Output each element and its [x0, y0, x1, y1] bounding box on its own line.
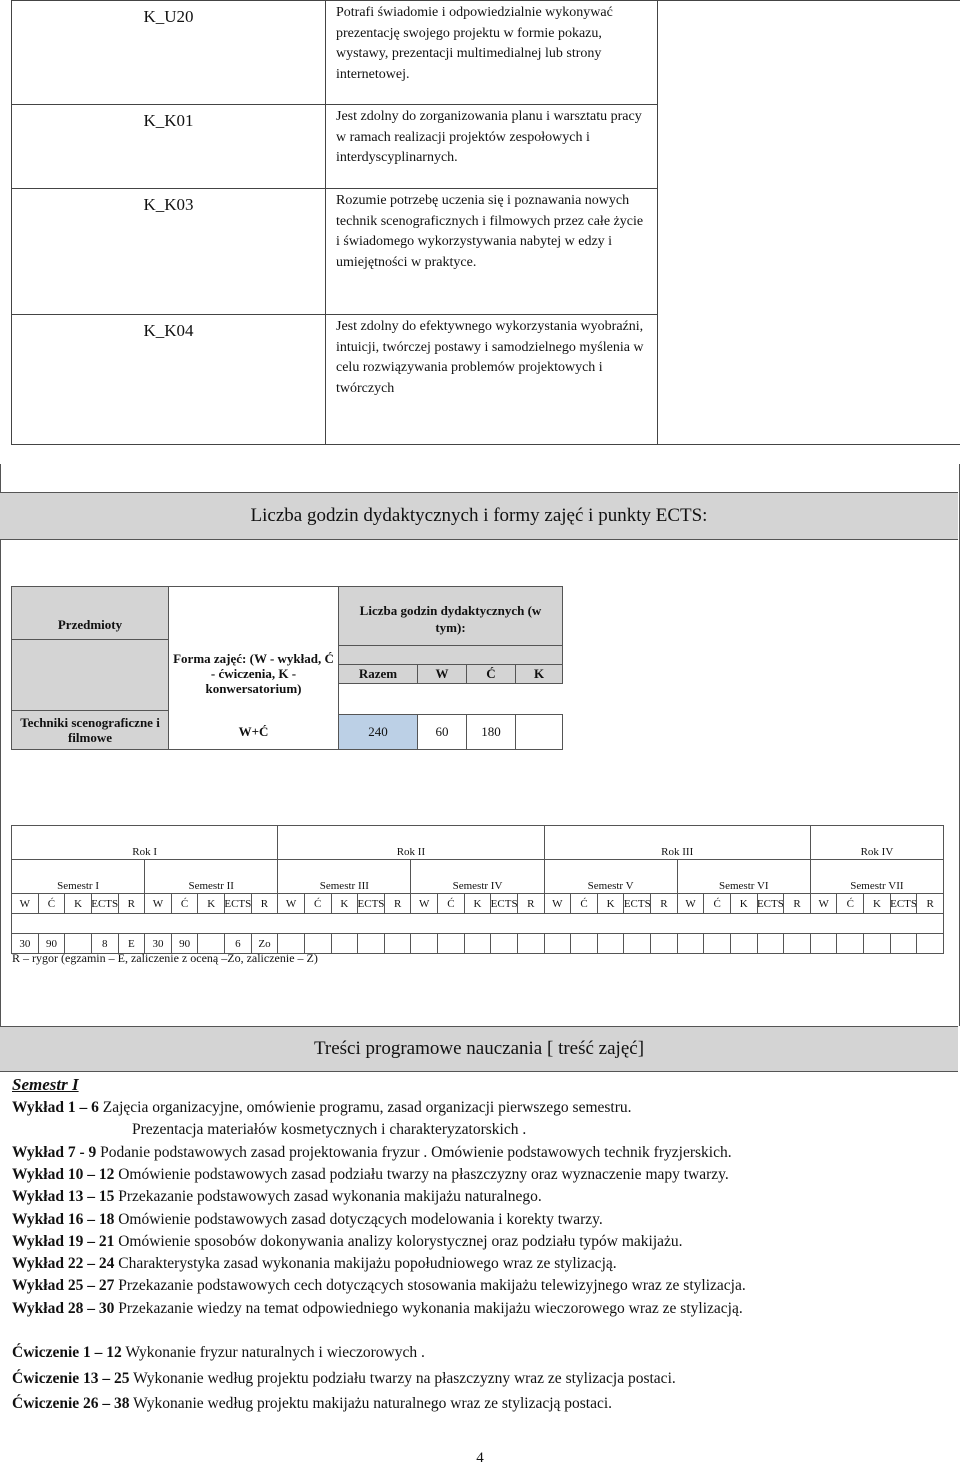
hours-header: Liczba godzin dydaktycznych (w tym): — [338, 586, 563, 646]
subcol-header: W — [410, 893, 438, 914]
exercise-text: Wykonanie według projektu podziału twarzy na płaszczyzny wraz ze stylizacja postaci. — [129, 1369, 676, 1387]
grid-value-cell — [437, 933, 465, 954]
col-k: K — [515, 664, 563, 684]
outcome-description: Jest zdolny do efektywnego wykorzystania wyobraźni, intuicji, twórczej postawy i samodzielnego myślenia w celu rozwiązywania problemów projektowych i twórczych — [326, 315, 658, 445]
lecture-label: Wykład 7 - 9 — [12, 1143, 97, 1161]
subcol-header: R — [783, 893, 811, 914]
grid-value-cell — [783, 933, 811, 954]
lecture-line — [12, 1211, 603, 1229]
grid-value-cell — [703, 933, 731, 954]
lecture-line — [12, 1300, 743, 1318]
subcol-header: W — [144, 893, 172, 914]
semester-header: Semestr V — [544, 859, 678, 894]
lecture-line — [12, 1233, 683, 1251]
semester-header: Semestr IV — [410, 859, 544, 894]
subcol-header: Ć — [570, 893, 598, 914]
grid-value-cell — [331, 933, 359, 954]
grid-value-cell — [384, 933, 412, 954]
subcol-header: Ć — [38, 893, 66, 914]
grid-value-cell — [597, 933, 625, 954]
grid-gap-row — [11, 913, 944, 934]
semester-title: Semestr I — [12, 1075, 79, 1094]
exercise-label: Ćwiczenie 13 – 25 — [12, 1369, 130, 1387]
value-k — [515, 714, 563, 750]
page-number: 4 — [476, 1450, 484, 1466]
lecture-text: Podanie podstawowych zasad projektowania fryzur . Omówienie podstawowych technik fryzjerskich. — [96, 1143, 732, 1161]
outcome-empty-cell — [658, 1, 960, 445]
lecture-text: Przekazanie podstawowych zasad wykonania makijażu naturalnego. — [114, 1188, 542, 1206]
grid-value-cell: 30 — [11, 933, 39, 954]
lecture-label: Wykład 22 – 24 — [12, 1255, 115, 1273]
subcol-header: Ć — [836, 893, 864, 914]
grid-value-cell: E — [118, 933, 146, 954]
grid-value-cell: 30 — [144, 933, 172, 954]
grid-value-cell — [570, 933, 598, 954]
lecture-line — [12, 1099, 632, 1117]
subcol-header: Ć — [437, 893, 465, 914]
value-c: 180 — [466, 714, 516, 750]
lecture-label: Wykład 28 – 30 — [12, 1299, 115, 1317]
grid-value-cell — [730, 933, 758, 954]
subcol-header: ECTS — [357, 893, 385, 914]
hours-heading: Liczba godzin dydaktycznych i formy zajęć i punkty ECTS: — [0, 492, 958, 540]
lecture-line — [12, 1188, 542, 1206]
lecture-label: Wykład 13 – 15 — [12, 1188, 115, 1206]
lecture-label: Wykład 25 – 27 — [12, 1277, 115, 1295]
lecture-text: Zajęcia organizacyjne, omówienie programu, zasad organizacji pierwszego semestru. — [98, 1099, 632, 1116]
grid-value-cell: 6 — [224, 933, 252, 954]
grid-value-cell — [544, 933, 572, 954]
subcol-header: ECTS — [890, 893, 918, 914]
grid-value-cell — [863, 933, 891, 954]
lecture-label: Wykład 19 – 21 — [12, 1232, 115, 1250]
subcol-header: Ć — [171, 893, 199, 914]
lecture-line — [12, 1166, 729, 1184]
grid-value-cell: 90 — [171, 933, 199, 954]
exercise-text: Wykonanie według projektu makijażu naturalnego wraz ze stylizacją postaci. — [129, 1395, 613, 1412]
subcol-header: K — [197, 893, 225, 914]
semester-header: Semestr III — [277, 859, 411, 894]
subcol-header: W — [677, 893, 705, 914]
grid-value-cell — [677, 933, 705, 954]
subcol-header: K — [597, 893, 625, 914]
subcol-header: K — [863, 893, 891, 914]
subcol-header: ECTS — [224, 893, 252, 914]
grid-value-cell — [357, 933, 385, 954]
exercise-text: Wykonanie fryzur naturalnych i wieczorowych . — [121, 1344, 425, 1361]
col-w: W — [417, 664, 467, 684]
grid-value-cell — [757, 933, 785, 954]
lecture-text: Omówienie sposobów dokonywania analizy kolorystycznej oraz podziału typów makijażu. — [114, 1232, 683, 1250]
learning-outcomes-table — [11, 0, 960, 445]
form-value: W+Ć — [238, 724, 269, 739]
lecture-label: Wykład 16 – 18 — [12, 1210, 115, 1228]
year-header: Rok II — [277, 825, 544, 860]
subcol-header: R — [118, 893, 146, 914]
subcol-header: R — [650, 893, 678, 914]
content-heading: Treści programowe nauczania [ treść zajęć] — [0, 1026, 958, 1072]
grid-value-cell — [810, 933, 838, 954]
year-header: Rok I — [11, 825, 278, 860]
subcol-header: W — [11, 893, 39, 914]
lecture-line — [12, 1144, 732, 1162]
lecture-text: Przekazanie wiedzy na temat odpowiedniego wykonania makijażu wieczorowego wraz ze stylizacją. — [114, 1299, 743, 1317]
semester-header: Semestr II — [144, 859, 278, 894]
subcol-header: ECTS — [490, 893, 518, 914]
lecture-label: Wykład 10 – 12 — [12, 1165, 115, 1183]
year-header: Rok IV — [810, 825, 944, 860]
exercise-label: Ćwiczenie 1 – 12 — [12, 1344, 122, 1361]
outcome-code: K_K01 — [12, 105, 326, 189]
semester-header: Semestr I — [11, 859, 145, 894]
exercise-line — [12, 1344, 425, 1362]
subject-name: Techniki scenograficzne i filmowe — [11, 710, 169, 750]
outcome-code: K_K03 — [12, 189, 326, 315]
subcol-header: W — [810, 893, 838, 914]
rygor-note: R – rygor (egzamin – E, zaliczenie z oceną –Zo, zaliczenie – Z) — [12, 951, 318, 965]
outcome-description: Jest zdolny do zorganizowania planu i warsztatu pracy w ramach realizacji projektów zespołowych i interdyscyplinarnych. — [326, 105, 658, 189]
subcol-header: ECTS — [91, 893, 119, 914]
grid-value-cell — [517, 933, 545, 954]
lecture-text: Omówienie podstawowych zasad podziału twarzy na płaszczyzny oraz wyznaczenie mapy twarzy. — [114, 1165, 729, 1183]
outcome-code: K_U20 — [12, 1, 326, 105]
lecture-text: Prezentacja materiałów kosmetycznych i charakteryzatorskich . — [132, 1121, 527, 1139]
grid-value-cell — [410, 933, 438, 954]
outcome-description: Rozumie potrzebę uczenia się i poznawania nowych technik scenograficznych i filmowych przez całe życie i świadomego wykorzystywania nabytej w edzy i umiejętności w praktyce. — [326, 189, 658, 315]
subcol-header: K — [64, 893, 92, 914]
subcol-header: R — [916, 893, 944, 914]
subcol-header: R — [251, 893, 279, 914]
subcol-header: Ć — [703, 893, 731, 914]
lecture-text: Charakterystyka zasad wykonania makijażu popołudniowego wraz ze stylizacją. — [114, 1255, 617, 1273]
grid-value-cell: Zo — [251, 933, 279, 954]
grid-value-cell — [650, 933, 678, 954]
grid-value-cell: 90 — [38, 933, 66, 954]
subcol-header: Ć — [304, 893, 332, 914]
col-c: Ć — [466, 664, 516, 684]
subcol-header: W — [277, 893, 305, 914]
subcol-header: K — [730, 893, 758, 914]
lecture-label: Wykład 1 – 6 — [12, 1099, 99, 1116]
exercise-line — [12, 1370, 676, 1388]
form-header: Forma zajęć: (W - wykład, Ć - ćwiczenia, K - konwersatorium) — [168, 586, 339, 750]
grid-value-cell — [836, 933, 864, 954]
value-razem: 240 — [338, 714, 418, 750]
grid-value-cell — [916, 933, 944, 954]
semester-header: Semestr VII — [810, 859, 944, 894]
year-header: Rok III — [544, 825, 811, 860]
lecture-text: Przekazanie podstawowych cech dotyczących stosowania makijażu telewizyjnego wraz ze stylizacja. — [114, 1277, 746, 1295]
outcome-description: Potrafi świadomie i odpowiedzialnie wykonywać prezentację swojego projektu w formie pokazu, wystawy, prezentacji multimedialnej lub strony internetowej. — [326, 1, 658, 105]
semester-header: Semestr VI — [677, 859, 811, 894]
grid-value-cell: 8 — [91, 933, 119, 954]
value-w: 60 — [417, 714, 467, 750]
grid-value-cell — [623, 933, 651, 954]
lecture-line — [132, 1121, 526, 1139]
subjects-header: Przedmioty — [11, 586, 169, 640]
grid-value-cell — [490, 933, 518, 954]
grid-value-cell — [464, 933, 492, 954]
subcol-header: ECTS — [757, 893, 785, 914]
exercise-line — [12, 1395, 612, 1413]
hours-header-gap — [338, 645, 563, 665]
lecture-line — [12, 1255, 617, 1273]
subcol-header: R — [517, 893, 545, 914]
subcol-header: K — [331, 893, 359, 914]
outcome-row — [12, 1, 960, 105]
subcol-header: W — [544, 893, 572, 914]
subcol-header: R — [384, 893, 412, 914]
outcome-code: K_K04 — [12, 315, 326, 445]
subcol-header: ECTS — [623, 893, 651, 914]
subjects-header-filler — [11, 639, 169, 711]
grid-value-cell — [890, 933, 918, 954]
lecture-text: Omówienie podstawowych zasad dotyczących modelowania i korekty twarzy. — [114, 1210, 603, 1228]
lecture-line — [12, 1277, 746, 1295]
subcol-header: K — [464, 893, 492, 914]
col-razem: Razem — [338, 664, 418, 684]
exercise-label: Ćwiczenie 26 – 38 — [12, 1395, 130, 1412]
